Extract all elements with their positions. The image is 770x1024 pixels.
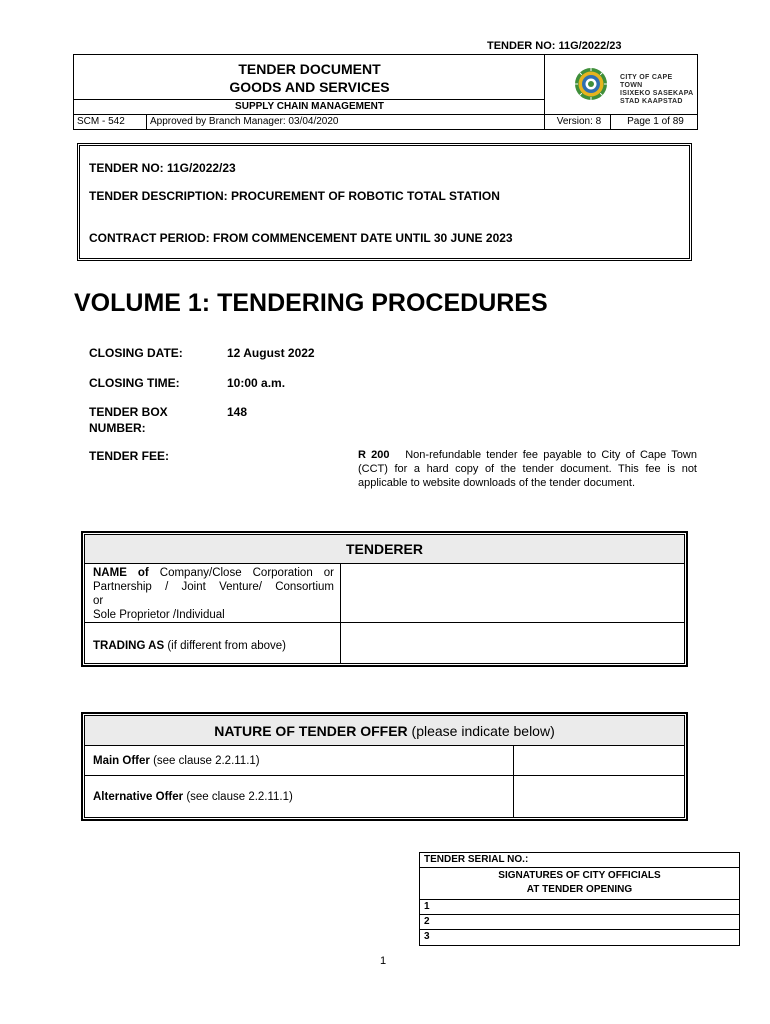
main-offer-bold: Main Offer — [93, 755, 150, 767]
main-offer-text: (see clause 2.2.11.1) — [153, 755, 260, 767]
tenderer-name-label — [85, 564, 341, 622]
alternative-offer-bold: Alternative Offer — [93, 791, 184, 803]
top-tender-number: TENDER NO: 11G/2022/23 — [487, 40, 622, 52]
name-label-line — [93, 566, 334, 580]
header-info-row — [74, 114, 697, 129]
trading-as-text: (if different from above) — [167, 640, 287, 652]
logo-text-line: STAD KAAPSTAD — [620, 98, 683, 105]
closing-time-label: CLOSING TIME: — [89, 376, 180, 390]
main-offer-label — [85, 746, 514, 775]
signatures-heading-line: AT TENDER OPENING — [526, 884, 633, 895]
name-label-text: Company/Close Corporation or — [159, 567, 334, 579]
name-label-line: or — [93, 595, 104, 607]
name-label-line: Sole Proprietor /Individual — [93, 609, 225, 621]
nature-heading-bold: NATURE OF TENDER OFFER — [214, 723, 408, 739]
closing-date-label: CLOSING DATE: — [89, 346, 183, 360]
alternative-offer-text: (see clause 2.2.11.1) — [186, 791, 293, 803]
header-subtitle: GOODS AND SERVICES — [229, 79, 390, 95]
tender-fee-label: TENDER FEE: — [89, 449, 170, 463]
nature-heading-text: (please indicate below) — [411, 723, 555, 739]
document-header — [73, 54, 698, 130]
main-offer-row — [85, 746, 684, 776]
tender-box-label-line: NUMBER: — [89, 421, 146, 435]
alternative-offer-row — [85, 776, 684, 817]
tender-description: TENDER DESCRIPTION: PROCUREMENT OF ROBOTIC TOTAL STATION — [89, 189, 500, 203]
signature-row-3: 3 — [424, 931, 430, 942]
tender-box-value: 148 — [227, 405, 248, 419]
tenderer-heading: TENDERER — [85, 535, 684, 564]
signature-row-2: 2 — [420, 915, 739, 930]
closing-date-value: 12 August 2022 — [227, 346, 315, 360]
serial-number-label: TENDER SERIAL NO.: — [420, 853, 739, 868]
header-title-block — [74, 55, 545, 114]
city-logo-icon — [574, 67, 608, 101]
serial-signatures-table — [419, 852, 740, 946]
logo-text-line: ISIXEKO SASEKAPA — [620, 90, 694, 97]
name-label-bold: NAME of — [93, 567, 149, 579]
page-info: Page 1 of 89 — [627, 116, 684, 127]
tenderer-name-row — [85, 564, 684, 623]
approval-info: Approved by Branch Manager: 03/04/2020 — [147, 115, 545, 130]
city-logo-text — [620, 74, 697, 106]
nature-of-offer-table — [81, 712, 688, 821]
trading-as-label — [85, 623, 341, 663]
nature-heading — [85, 716, 684, 746]
tender-fee-text: Non-refundable tender fee payable to City of Cape Town (CCT) for a hard copy of the tender document. This fee is not applicable to website downloads of the tender document. — [358, 449, 697, 489]
logo-text-line: CITY OF CAPE TOWN — [620, 74, 673, 89]
signature-row-1: 1 — [420, 900, 739, 915]
signatures-heading-line: SIGNATURES OF CITY OFFICIALS — [498, 870, 661, 881]
tenderer-table — [81, 531, 688, 667]
tender-fee-description — [358, 448, 697, 490]
tender-fee-amount: R 200 — [358, 449, 390, 461]
signatures-heading — [420, 868, 739, 900]
page-number: 1 — [380, 955, 387, 967]
tender-summary-box — [77, 143, 692, 261]
header-title: TENDER DOCUMENT — [238, 61, 381, 77]
alternative-offer-label — [85, 776, 514, 817]
version-info: Version: 8 — [545, 115, 611, 130]
tender-number: TENDER NO: 11G/2022/23 — [89, 161, 236, 175]
scm-code: SCM - 542 — [74, 115, 147, 130]
tender-box-label — [89, 404, 168, 436]
volume-title: VOLUME 1: TENDERING PROCEDURES — [74, 289, 548, 317]
contract-period: CONTRACT PERIOD: FROM COMMENCEMENT DATE UNTIL 30 JUNE 2023 — [89, 231, 513, 245]
name-label-line: Partnership / Joint Venture/ Consortium — [93, 581, 334, 593]
trading-as-row — [85, 623, 684, 663]
header-department: SUPPLY CHAIN MANAGEMENT — [74, 99, 545, 114]
closing-time-value: 10:00 a.m. — [227, 376, 286, 390]
tender-box-label-line: TENDER BOX — [89, 405, 168, 419]
trading-as-bold: TRADING AS — [93, 640, 165, 652]
